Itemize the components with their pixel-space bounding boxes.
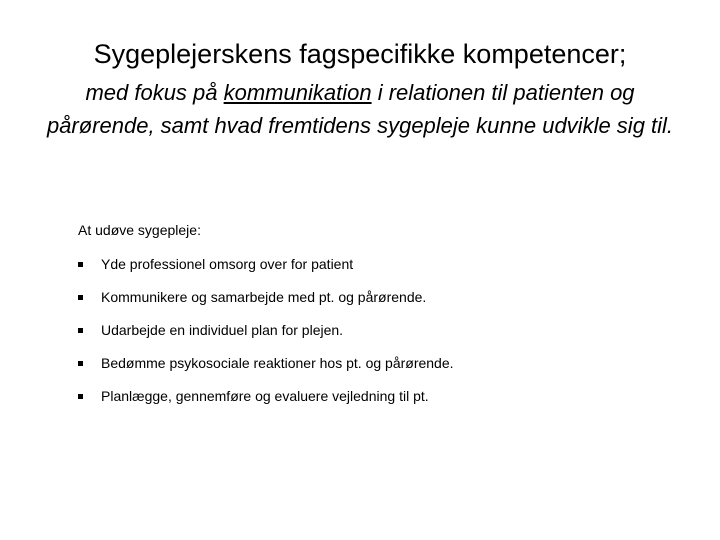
square-bullet-icon — [78, 262, 83, 267]
section-heading: At udøve sygepleje: — [78, 222, 201, 238]
slide-subtitle — [30, 76, 690, 142]
list-item — [78, 254, 678, 287]
list-item — [78, 353, 678, 386]
list-item — [78, 287, 678, 320]
list-item-text: Udarbejde en individuel plan for plejen. — [101, 322, 344, 338]
subtitle-text-after: i relationen til patienten og pårørende, samt hvad fremtidens sygepleje kunne udvikle sig til. — [46, 80, 674, 138]
subtitle-text-before: med fokus på — [85, 80, 224, 105]
list-item — [78, 320, 678, 353]
list-item — [78, 386, 678, 419]
square-bullet-icon — [78, 394, 83, 399]
subtitle-underlined-word: kommunikation — [223, 80, 372, 105]
square-bullet-icon — [78, 328, 83, 333]
list-item-text: Bedømme psykosociale reaktioner hos pt. og pårørende. — [101, 355, 454, 371]
square-bullet-icon — [78, 295, 83, 300]
list-item-text: Planlægge, gennemføre og evaluere vejledning til pt. — [101, 388, 429, 404]
list-item-text: Kommunikere og samarbejde med pt. og pårørende. — [101, 289, 427, 305]
bullet-list — [78, 254, 678, 419]
slide-title: Sygeplejerskens fagspecifikke kompetencer; — [93, 39, 627, 69]
square-bullet-icon — [78, 361, 83, 366]
list-item-text: Yde professionel omsorg over for patient — [101, 256, 354, 272]
